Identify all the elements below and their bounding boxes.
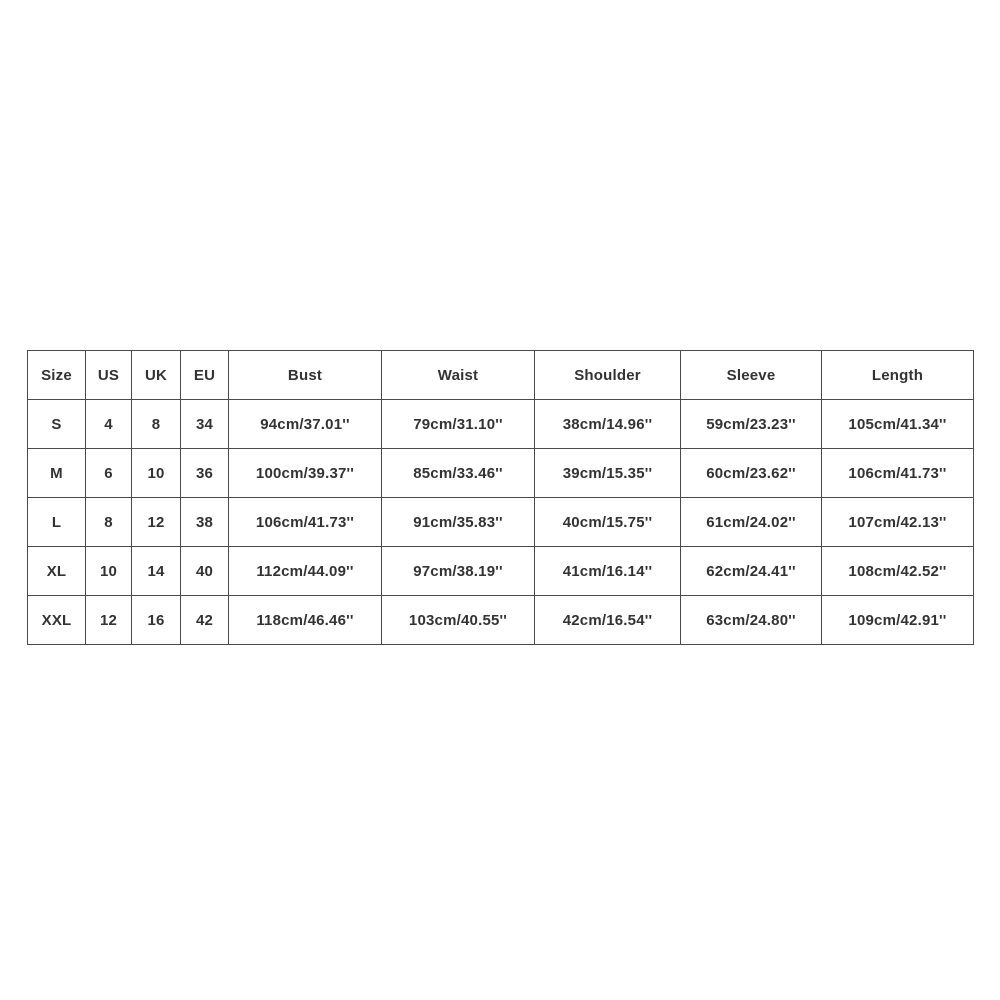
table-row-m (28, 449, 974, 498)
cell-l-sleeve: 61cm/24.02'' (681, 498, 822, 547)
cell-m-eu: 36 (181, 449, 229, 498)
cell-s-uk: 8 (132, 400, 181, 449)
size-chart-table (27, 350, 974, 645)
cell-m-size: M (28, 449, 86, 498)
cell-xxl-shoulder: 42cm/16.54'' (535, 596, 681, 645)
cell-l-bust: 106cm/41.73'' (229, 498, 382, 547)
column-header-size: Size (28, 351, 86, 400)
cell-xl-us: 10 (86, 547, 132, 596)
cell-xl-eu: 40 (181, 547, 229, 596)
header-row (28, 351, 974, 400)
cell-xxl-waist: 103cm/40.55'' (382, 596, 535, 645)
cell-s-shoulder: 38cm/14.96'' (535, 400, 681, 449)
cell-m-length: 106cm/41.73'' (822, 449, 974, 498)
cell-xxl-length: 109cm/42.91'' (822, 596, 974, 645)
table-row-s (28, 400, 974, 449)
cell-xxl-eu: 42 (181, 596, 229, 645)
cell-l-length: 107cm/42.13'' (822, 498, 974, 547)
cell-m-bust: 100cm/39.37'' (229, 449, 382, 498)
column-header-bust: Bust (229, 351, 382, 400)
cell-xl-shoulder: 41cm/16.14'' (535, 547, 681, 596)
cell-l-us: 8 (86, 498, 132, 547)
cell-xxl-bust: 118cm/46.46'' (229, 596, 382, 645)
cell-m-waist: 85cm/33.46'' (382, 449, 535, 498)
cell-s-waist: 79cm/31.10'' (382, 400, 535, 449)
cell-l-waist: 91cm/35.83'' (382, 498, 535, 547)
cell-s-sleeve: 59cm/23.23'' (681, 400, 822, 449)
cell-l-uk: 12 (132, 498, 181, 547)
cell-xl-bust: 112cm/44.09'' (229, 547, 382, 596)
cell-l-shoulder: 40cm/15.75'' (535, 498, 681, 547)
cell-xl-length: 108cm/42.52'' (822, 547, 974, 596)
cell-xl-size: XL (28, 547, 86, 596)
column-header-length: Length (822, 351, 974, 400)
table-row-xxl (28, 596, 974, 645)
table-row-l (28, 498, 974, 547)
cell-l-size: L (28, 498, 86, 547)
cell-s-bust: 94cm/37.01'' (229, 400, 382, 449)
cell-xxl-size: XXL (28, 596, 86, 645)
cell-s-size: S (28, 400, 86, 449)
cell-m-us: 6 (86, 449, 132, 498)
cell-xl-sleeve: 62cm/24.41'' (681, 547, 822, 596)
cell-s-us: 4 (86, 400, 132, 449)
cell-m-sleeve: 60cm/23.62'' (681, 449, 822, 498)
cell-xl-waist: 97cm/38.19'' (382, 547, 535, 596)
cell-xxl-uk: 16 (132, 596, 181, 645)
table-row-xl (28, 547, 974, 596)
cell-xxl-sleeve: 63cm/24.80'' (681, 596, 822, 645)
cell-m-uk: 10 (132, 449, 181, 498)
cell-s-eu: 34 (181, 400, 229, 449)
cell-l-eu: 38 (181, 498, 229, 547)
cell-s-length: 105cm/41.34'' (822, 400, 974, 449)
size-chart-container (27, 350, 973, 645)
cell-xl-uk: 14 (132, 547, 181, 596)
column-header-waist: Waist (382, 351, 535, 400)
cell-m-shoulder: 39cm/15.35'' (535, 449, 681, 498)
column-header-eu: EU (181, 351, 229, 400)
column-header-us: US (86, 351, 132, 400)
cell-xxl-us: 12 (86, 596, 132, 645)
column-header-sleeve: Sleeve (681, 351, 822, 400)
column-header-shoulder: Shoulder (535, 351, 681, 400)
column-header-uk: UK (132, 351, 181, 400)
